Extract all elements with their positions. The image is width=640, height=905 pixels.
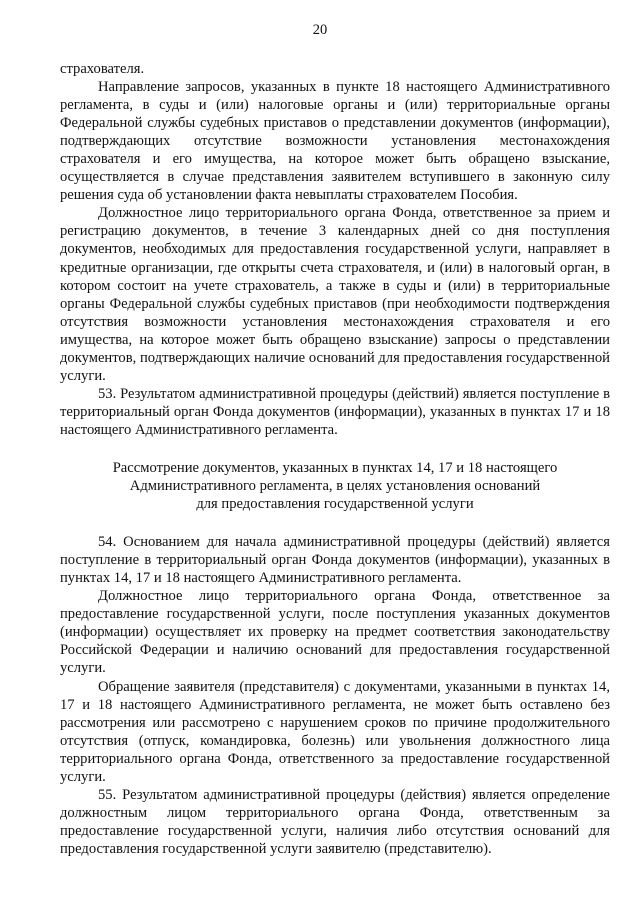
paragraph-continuation: страхователя. (60, 61, 145, 77)
paragraph-official-duties: Должностное лицо территориального органа Фонда, ответственное за прием и регистрацию документов, в течение 3 календарных дней со дня поступления документов, необходимых для предоставления государственной услуги, направляет в кредитные организации, где открыты счета страхователя, и (или) в налоговый орган, в котором состоит на учете страхователь, а также в суды и (или) в территориальные органы Федеральной службы судебных приставов (при необходимости подтверждения отсутствия возможности установления местонахождения страхователя и его имущества, на которое может быть обращено взыскание) запросы о представлении документов, подтверждающих наличие оснований для предоставления государственной услуги. (60, 205, 610, 384)
section-heading (60, 459, 610, 513)
paragraph-item-54: 54. Основанием для начала административной процедуры (действий) является поступление в территориальный орган Фонда документов (информации), указанных в пунктах 14, 17 и 18 настоящего Административного регламента. (60, 534, 610, 587)
paragraph-applicant-appeal: Обращение заявителя (представителя) с документами, указанными в пунктах 14, 17 и 18 настоящего Административного регламента, не может быть оставлено без рассмотрения или рассмотрено с нарушением сроков по причине продолжительного отсутствия (отпуск, командировка, болезнь) или увольнения должностного лица территориального органа Фонда, ответственного за предоставление государственной услуги. (60, 678, 610, 785)
section-heading-line: для предоставления государственной услуги (196, 496, 474, 513)
section-heading-line: Рассмотрение документов, указанных в пунктах 14, 17 и 18 настоящего (112, 459, 558, 476)
paragraph-item-55: 55. Результатом административной процедуры (действия) является определение должностным лицом территориального органа Фонда, ответственным за предоставление государственной услуги, наличия либо отсутствия оснований для предоставления государственной услуги заявителю (представителю). (60, 786, 610, 857)
paragraph-verification: Должностное лицо территориального органа Фонда, ответственное за предоставление государственной услуги, после поступления указанных документов (информации) осуществляет их проверку на предмет соответствия законодательству Российской Федерации и наличию оснований для предоставления государственной услуги. (60, 588, 610, 677)
page-number: 20 (312, 22, 328, 38)
section-heading-line: Административного регламента, в целях установления оснований (129, 478, 541, 495)
paragraph-requests-direction: Направление запросов, указанных в пункте 18 настоящего Административного регламента, в суды и (или) налоговые органы и (или) территориальные органы Федеральной службы судебных приставов о представлении документов (информации), подтверждающих отсутствие возможности установления местонахождения страхователя и его имущества, на которое может быть обращено взыскание, осуществляется в случае представления заявителем вступившего в законную силу решения суда об установлении факта невыплаты страхователем Пособия. (60, 79, 610, 204)
document-body (60, 60, 610, 858)
paragraph-item-53: 53. Результатом административной процедуры (действий) является поступление в территориальный орган Фонда документов (информации), указанных в пунктах 17 и 18 настоящего Административного регламента. (60, 385, 610, 438)
